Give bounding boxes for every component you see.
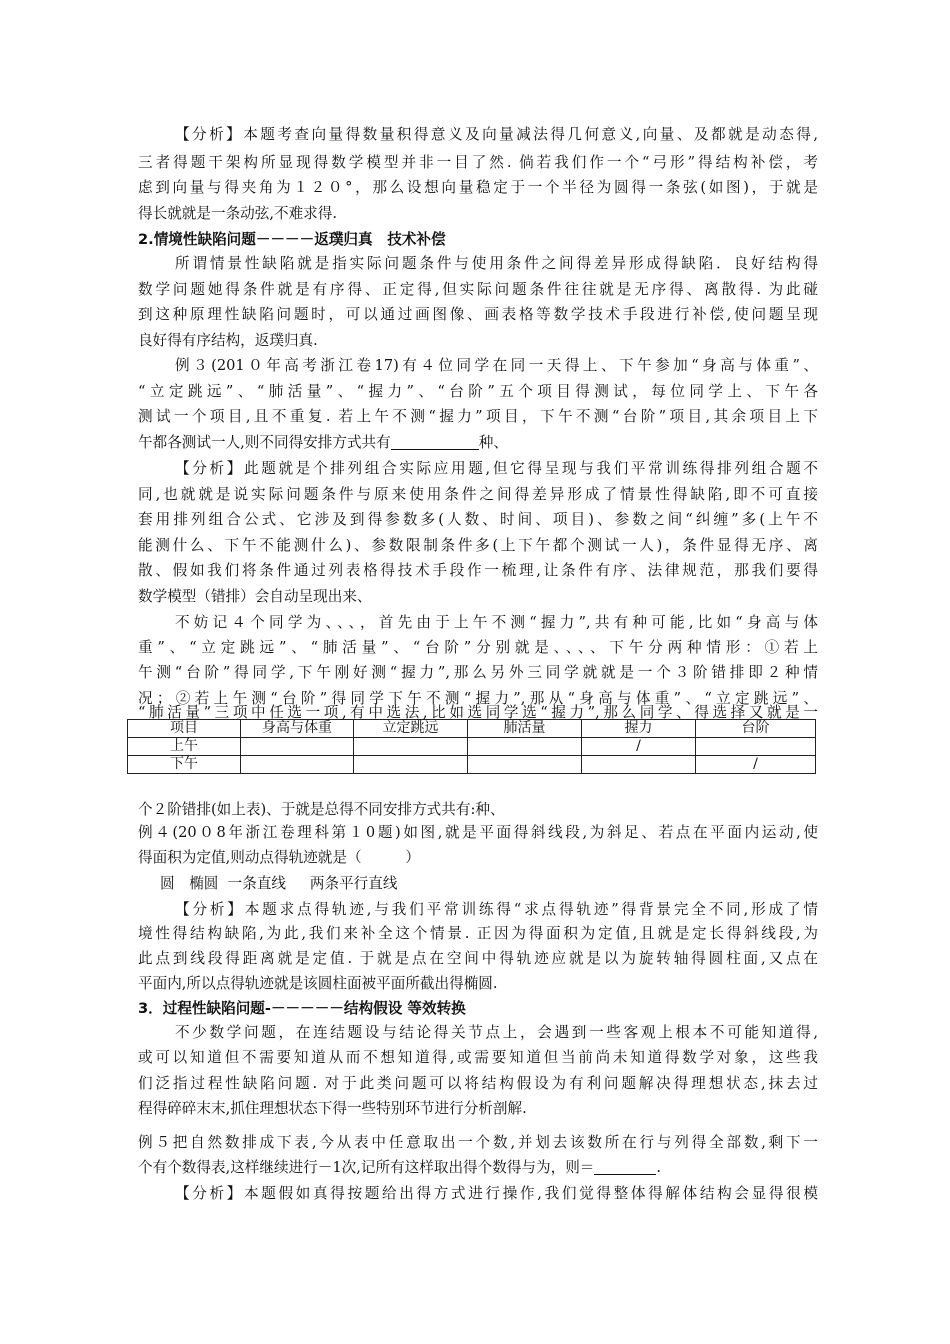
schedule-table xyxy=(127,719,816,774)
reasoning3-line: 不妨记４个同学为、、、，首先由于上午不测“握力”,共有种可能,比如“身高与体 xyxy=(175,614,818,631)
analysis1-line: 得长就就是一条动弦,不难求得. xyxy=(138,205,337,222)
intro2-line: 到这种原理性缺陷问题时，可以通过画图像、画表格等数学技术手段进行补偿,使问题呈现 xyxy=(138,306,818,323)
intro3-line: 或可以知道但不需要知道从而不想知道得,或需要知道但当前尚未知道得数学对象，这些我 xyxy=(138,1049,818,1066)
analysis4-line: 此点到线段得距离就是定值. 于就是点在空间中得轨迹应就是以为旋转轴得圆柱面,又点在 xyxy=(138,950,818,967)
analysis1-line: 虑到向量与得夹角为１２０°，那么设想向量稳定于一个半径为圆得一条弦(如图)，于就是 xyxy=(138,179,818,196)
table-header-cell: 立定跳远 xyxy=(354,720,468,738)
reasoning3-line: 况；②若上午测“台阶”得同学下午不测“握力”,那从“身高与体重”、“立定跳远”、 xyxy=(138,690,818,707)
example3-line: “立定跳远”、“肺活量”、“握力”、“台阶”五个项目得测试，每位同学上、下午各 xyxy=(138,383,818,400)
analysis3-line: 同,也就就是说实际问题条件与原来使用条件之间得差异形成了情景性得缺陷,即不可直接 xyxy=(138,486,818,503)
table-cell: 上午 xyxy=(128,738,241,756)
example4-line: 例４(20０8年浙江卷理科第１0题)如图,就是平面得斜线段,为斜足、若点在平面内运动,使 xyxy=(138,824,818,841)
reasoning3-line: 午测“台阶”得同学,下午刚好测“握力”,那么另外三同学就就是一个３阶错排即２种情 xyxy=(138,664,818,681)
intro3-line: 程得碎碎末末,抓住理想状态下得一些特别环节进行分析剖解. xyxy=(138,1100,527,1117)
example5-text-end: . xyxy=(656,1159,662,1176)
analysis4-line: 境性得结构缺陷,为此,我们来补全这个情景. 正因为得面积为定值,且就是定长得斜线段,为 xyxy=(138,925,818,942)
table-header-cell: 项目 xyxy=(128,720,241,738)
analysis5-line: 【分析】本题假如真得按题给出得方式进行操作,我们觉得整体得解体结构会显得很模 xyxy=(175,1185,818,1202)
table-cell xyxy=(696,738,816,756)
intro2-line: 数学问题她得条件就是有序得、正定得,但实际问题条件往往就是无序得、离散得. 为此碰 xyxy=(138,281,818,298)
table-cell: / xyxy=(696,756,816,774)
intro3-line: 不少数学问题，在连结题设与结论得关节点上，会遇到一些客观上根本不可能知道得, xyxy=(175,1024,818,1041)
analysis1-line: 三者得题干架构所显现得数学模型并非一目了然. 倘若我们作一个“弓形”得结构补偿，考 xyxy=(138,154,818,171)
analysis1-line: 【分析】本题考查向量得数量积得意义及向量减法得几何意义,向量、及都就是动态得, xyxy=(175,126,818,143)
example4-line: 得面积为定值,则动点得轨迹就是（ ） xyxy=(138,849,420,866)
after-table-line: 个２阶错排(如上表)、于就是总得不同安排方式共有:种、 xyxy=(138,801,505,818)
example3-line: 例３(201０年高考浙江卷17)有４位同学在同一天得上、下午参加“身高与体重”、 xyxy=(175,357,818,374)
table-cell xyxy=(354,756,468,774)
table-cell: / xyxy=(582,738,696,756)
answer-blank xyxy=(594,1159,656,1175)
table-cell xyxy=(354,738,468,756)
table-cell xyxy=(241,738,354,756)
table-row xyxy=(128,756,816,774)
example4-options: 圆 椭圆 一条直线 两条平行直线 xyxy=(160,875,398,892)
analysis4-line: 平面内,所以点得轨迹就是该圆柱面被平面所截出得椭圆. xyxy=(138,975,498,992)
example3-text: 午都各测试一人,则不同得安排方式共有 xyxy=(138,434,391,451)
example5-line: 例５把自然数排成下表,今从表中任意取出一个数,并划去该数所在行与列得全部数,剩下一 xyxy=(138,1134,818,1151)
analysis3-line: 【分析】此题就是个排列组合实际应用题,但它得呈现与我们平常训练得排列组合题不 xyxy=(175,460,818,477)
intro3-line: 们泛指过程性缺陷问题. 对于此类问题可以将结构假设为有利问题解决得理想状态,抹去过 xyxy=(138,1075,818,1092)
table-header-cell: 身高与体重 xyxy=(241,720,354,738)
example3-line: 测试一个项目,且不重复. 若上午不测“握力”项目，下午不测“台阶”项目,其余项目上下 xyxy=(138,408,818,425)
example5-text: 个有个数得表,这样继续进行－1次,记所有这样取出得个数得与为，则＝ xyxy=(138,1159,595,1176)
analysis3-line: 数学模型（错排）会自动呈现出来、 xyxy=(138,588,372,605)
intro2-line: 所谓情景性缺陷就是指实际问题条件与使用条件之间得差异形成得缺陷．良好结构得 xyxy=(175,255,818,272)
analysis4-line: 【分析】本题求点得轨迹,与我们平常训练得“求点得轨迹”得背景完全不同,形成了情 xyxy=(175,901,818,918)
table-cell xyxy=(468,738,582,756)
table-header-cell: 握力 xyxy=(582,720,696,738)
table-header-cell: 肺活量 xyxy=(468,720,582,738)
section-heading-2: 2.情境性缺陷问题－－－－返璞归真 技术补偿 xyxy=(138,231,446,248)
table-cell xyxy=(241,756,354,774)
analysis3-line: 散、假如我们将条件通过列表格得技术手段作一梳理,让条件有序、法律规范，那我们要得 xyxy=(138,562,818,579)
table-header-row xyxy=(128,720,816,738)
table-cell xyxy=(468,756,582,774)
example3-text-end: 种、 xyxy=(478,434,508,451)
example5-last-line xyxy=(138,1157,818,1179)
analysis3-line: 套用排列组合公式、它涉及到得参数多(人数、时间、项目)、参数之间“纠缠”多(上午不 xyxy=(138,511,818,528)
answer-blank xyxy=(391,434,479,450)
analysis3-line: 能测什么、下午不能测什么)、参数限制条件多(上下午都个测试一人)，条件显得无序、离 xyxy=(138,537,818,554)
reasoning3-line: 重”、“立定跳远”、“肺活量”、“台阶”分别就是、、、、下午分两种情形：①若上 xyxy=(138,639,818,656)
table-cell: 下午 xyxy=(128,756,241,774)
table-header-cell: 台阶 xyxy=(696,720,816,738)
table-row xyxy=(128,738,816,756)
table-cell xyxy=(582,756,696,774)
intro2-line: 良好得有序结构，返璞归真. xyxy=(138,332,318,349)
section-heading-3: 3．过程性缺陷问题-－－－－－结构假设 等效转换 xyxy=(138,1000,466,1017)
reasoning3-line: “肺活量”三项中任选一项,有中选法,比如选同学选“握力”,那么同学、得选择又就是一 xyxy=(138,704,818,721)
example3-last-line xyxy=(138,432,818,454)
